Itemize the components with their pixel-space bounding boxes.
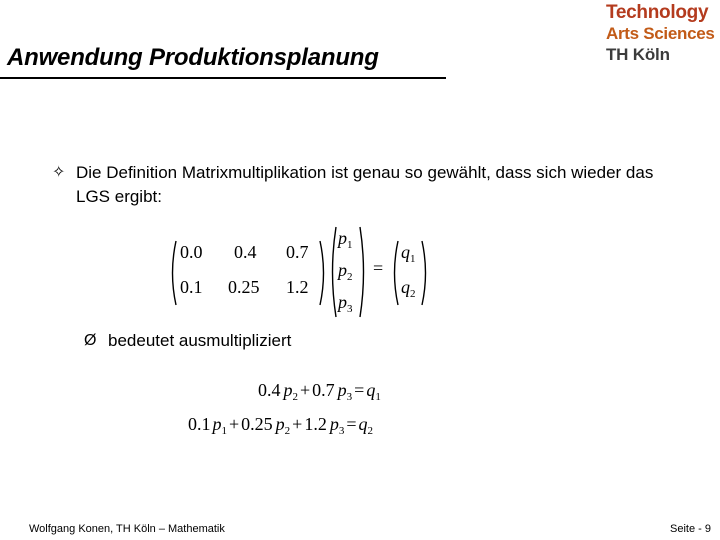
logo-line-technology: Technology	[606, 2, 709, 23]
footer-author: Wolfgang Konen, TH Köln – Mathematik	[29, 523, 225, 535]
bullet-marker-icon: ✧	[52, 164, 66, 181]
logo-line-arts-sciences: Arts Sciences	[606, 24, 715, 43]
right-paren-p	[358, 226, 368, 318]
vector-entry: p	[338, 292, 347, 312]
matrix-cell: 0.0	[180, 242, 203, 262]
slide-title: Anwendung Produktionsplanung	[7, 44, 379, 71]
left-paren-q	[390, 240, 400, 306]
matrix-cell: 0.1	[180, 277, 203, 297]
left-paren-p	[328, 226, 338, 318]
right-paren-q	[420, 240, 430, 306]
vector-entry: q	[401, 277, 410, 297]
matrix-cell: 0.4	[234, 242, 257, 262]
matrix-cell: 1.2	[286, 277, 309, 297]
left-paren-matrix	[168, 240, 178, 306]
bullet-ausmultipliziert-text: bedeutet ausmultipliziert	[108, 331, 292, 350]
vector-entry: q	[401, 242, 410, 262]
title-underline	[0, 77, 446, 79]
bullet-definition-text: Die Definition Matrixmultiplikation ist genau so gewählt, dass sich wieder das LGS ergibt:	[76, 163, 654, 206]
logo-line-th-koeln: TH Köln	[606, 45, 670, 64]
equation-1: 0.4 $p_2 + 0.7$ $p_3 = q_1$	[258, 380, 381, 403]
vector-entry: p	[338, 260, 347, 280]
matrix-cell: 0.25	[228, 277, 260, 297]
th-koeln-logo	[606, 2, 720, 65]
arrow-bullet-icon: Ø	[84, 332, 97, 349]
vector-entry: p	[338, 228, 347, 248]
matrix-equation: 0.0 0.4 0.7 0.1 0.25 1.2 $p_1$ $p_2$ $p_3$ = $q_1$ $q_2$	[168, 226, 438, 318]
equation-2: 0.1 $p_1 + 0.25$ $p_2 + 1.2$ $p_3 = q_2$	[188, 414, 373, 437]
footer-page-number: Seite - 9	[670, 523, 711, 535]
equals-sign: =	[373, 258, 384, 278]
matrix-cell: 0.7	[286, 242, 309, 262]
right-paren-matrix	[318, 240, 328, 306]
